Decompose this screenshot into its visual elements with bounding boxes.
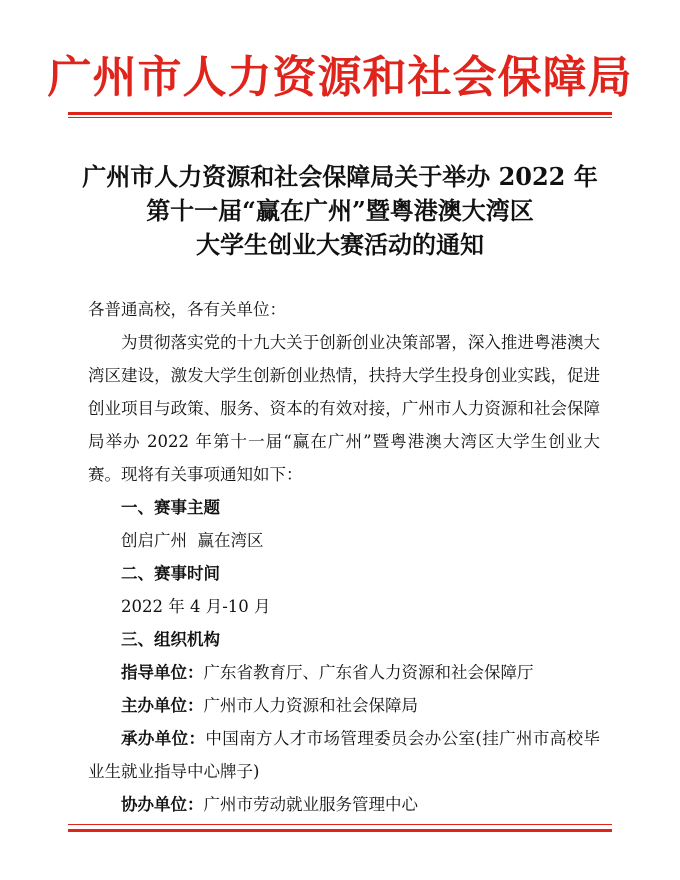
host-unit-label: 主办单位： <box>121 696 204 715</box>
footer-rule-thick <box>68 829 612 832</box>
host-unit-row <box>88 689 633 722</box>
co-unit-label: 协办单位： <box>121 795 204 814</box>
guide-unit-label: 指导单位： <box>121 663 204 682</box>
section-2-heading: 二、赛事时间 <box>121 564 220 583</box>
section-3-heading: 三、组织机构 <box>121 630 220 649</box>
intro-paragraph: 为贯彻落实党的十九大关于创新创业决策部署，深入推进粤港澳大湾区建设，激发大学生创新创业热情，扶持大学生投身创业实践，促进创业项目与政策、服务、资本的有效对接，广州市人力资源和社会保障局举办 2022 年第十一届“赢在广州”暨粤港澳大湾区大学生创业大赛。现将有关事项通知如下： <box>88 333 600 484</box>
organizer-unit-value: 中国南方人才市场管理委员会办公室(挂广州市高校毕业生就业指导中心牌子) <box>88 729 601 781</box>
section-2-text: 2022 年 4 月-10 月 <box>121 597 271 616</box>
footer-rule-thin <box>68 824 612 825</box>
host-unit-value: 广州市人力资源和社会保障局 <box>203 696 418 715</box>
guide-unit-value: 广东省教育厅、广东省人力资源和社会保障厅 <box>203 663 534 682</box>
document-title-line-2: 第十一届“赢在广州”暨粤港澳大湾区 <box>146 196 534 225</box>
letterhead-organization: 广州市人力资源和社会保障局 <box>47 52 633 103</box>
section-1-text: 创启广州 赢在湾区 <box>121 531 264 550</box>
letterhead-rule-thin <box>68 117 612 118</box>
co-unit-row <box>88 788 633 821</box>
organizer-unit-row <box>88 722 600 788</box>
document-title-line-3: 大学生创业大赛活动的通知 <box>196 230 484 259</box>
document-title-line-1: 广州市人力资源和社会保障局关于举办 2022 年 <box>82 162 598 191</box>
co-unit-value: 广州市劳动就业服务管理中心 <box>203 795 418 814</box>
salutation: 各普通高校，各有关单位： <box>88 300 286 319</box>
guide-unit-row <box>88 656 633 689</box>
section-1-heading: 一、赛事主题 <box>121 498 220 517</box>
letterhead-rule-thick <box>68 112 612 115</box>
organizer-unit-label: 承办单位： <box>121 729 206 748</box>
